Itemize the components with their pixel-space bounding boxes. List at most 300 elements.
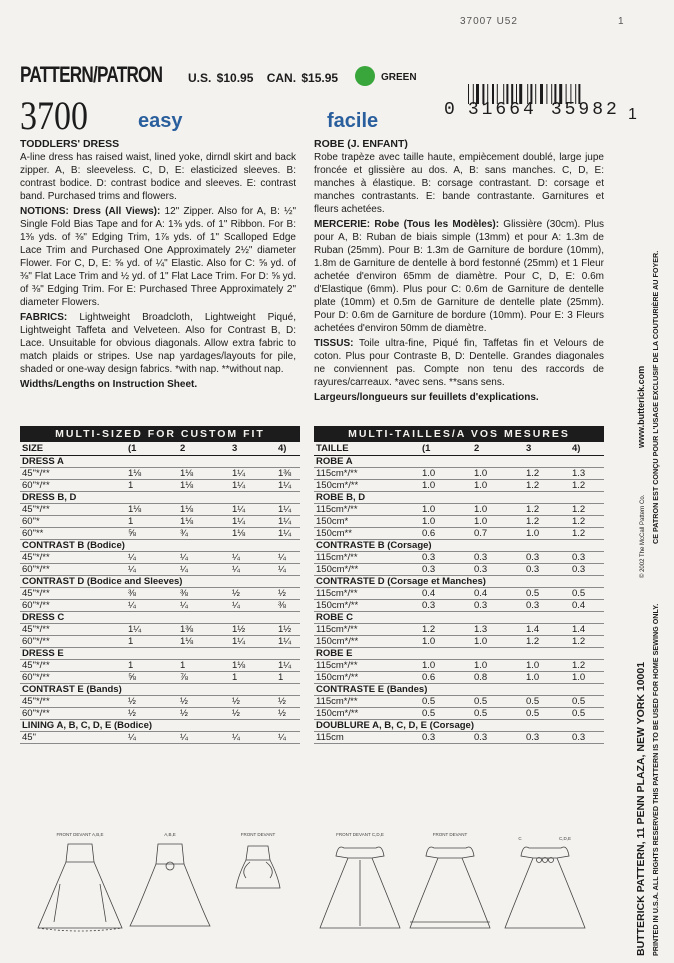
fr-group-label: ROBE C <box>316 612 353 623</box>
fr-table-cell: 1.3 <box>572 468 586 479</box>
en-table-cell: 1⅛ <box>232 660 246 671</box>
fr-table-cell: 0.5 <box>526 588 540 599</box>
table-english-banner: MULTI-SIZED FOR CUSTOM FIT <box>20 426 300 442</box>
en-table-row <box>20 600 300 612</box>
en-table-cell: 1¼ <box>278 504 292 515</box>
fr-table-cell: 1.0 <box>526 672 540 683</box>
fr-group-row <box>314 720 604 732</box>
illus-label-2: A,B,E <box>164 832 176 837</box>
fr-table-cell: 0.6 <box>422 672 436 683</box>
fr-table-cell: 1.2 <box>526 504 540 515</box>
en-table-cell: 1 <box>180 660 186 671</box>
fr-table-cell: 1.2 <box>572 528 586 539</box>
en-table-cell: 45"*/** <box>22 660 50 671</box>
side-line-3: www.butterick.com <box>636 365 646 448</box>
en-table-cell: ¼ <box>128 564 136 575</box>
en-header-cell: 3 <box>232 443 238 454</box>
fr-table-cell: 115cm*/** <box>316 552 358 563</box>
fr-table-cell: 0.4 <box>474 588 488 599</box>
illus-label-1: FRONT DEVANT A,B,E <box>56 832 104 837</box>
english-desc-text: A-line dress has raised waist, lined yoke, dirndl skirt and back zipper. A, B: sleeveless. C, D, E: elasticized sleeves. B: contrast bodice. D: contrast bodice and sleeves. E: contrast band. Purchased trims and flowers. <box>20 152 296 202</box>
fr-table-cell: 0.3 <box>422 564 436 575</box>
en-table-cell: ¼ <box>128 600 136 611</box>
en-table-cell: ⅞ <box>180 672 188 683</box>
en-table-cell: 1¼ <box>232 504 246 515</box>
en-table-cell: ⅜ <box>278 600 286 611</box>
fr-table-cell: 1.2 <box>526 636 540 647</box>
fr-table-cell: 0.5 <box>526 708 540 719</box>
fr-table-cell: 1.2 <box>572 480 586 491</box>
fr-table-row <box>314 552 604 564</box>
illus-label-4: FRONT DEVANT C,D,E <box>336 832 384 837</box>
fr-header-cell: 3 <box>526 443 532 454</box>
english-notions <box>20 205 296 309</box>
en-group-label: DRESS C <box>22 612 65 623</box>
en-table-cell: 1 <box>278 672 284 683</box>
en-header-row <box>20 442 300 456</box>
en-group-row <box>20 456 300 468</box>
en-table-cell: 1⅛ <box>180 468 194 479</box>
table-english <box>20 426 300 744</box>
en-table-row <box>20 528 300 540</box>
en-table-cell: ½ <box>278 696 286 707</box>
fr-table-cell: 1.0 <box>474 468 488 479</box>
en-table-cell: ½ <box>278 708 286 719</box>
fabrics-text: Lightweight Broadcloth, Lightweight Piqué, Lightweight Taffeta and Velveteen. Also for Contrast B, D: Lace. Unsuitable for obvious diagonals. Allow extra fabric to match plaids or stripes. Use nap yardages/layouts for pile, shaded or one-way design fabrics. *with nap. **without nap. <box>20 312 296 375</box>
fr-table-row <box>314 708 604 720</box>
en-table-cell: ⅝ <box>128 672 136 683</box>
side-line-4: PRINTED IN U.S.A. ALL RIGHTS RESERVED THIS PATTERN IS TO BE USED FOR HOME SEWING ONLY. <box>651 603 660 956</box>
en-group-row <box>20 540 300 552</box>
en-table-cell: 1¼ <box>278 480 292 491</box>
fr-table-row <box>314 624 604 636</box>
top-code: 37007 U52 <box>460 16 518 27</box>
en-group-label: CONTRAST B (Bodice) <box>22 540 125 551</box>
fr-table-cell: 0.5 <box>422 696 436 707</box>
barcode-right: 1 <box>628 106 637 123</box>
fr-group-label: ROBE E <box>316 648 353 659</box>
english-title: TODDLERS' DRESS <box>20 138 120 150</box>
fr-table-cell: 0.5 <box>572 588 586 599</box>
top-page-number: 1 <box>618 16 624 27</box>
en-table-cell: 60"*/** <box>22 564 50 575</box>
fr-table-cell: 0.5 <box>422 708 436 719</box>
fr-table-cell: 115cm*/** <box>316 588 358 599</box>
en-table-row <box>20 696 300 708</box>
en-table-cell: 60"*/** <box>22 672 50 683</box>
fr-table-cell: 150cm*/** <box>316 636 359 647</box>
en-table-row <box>20 564 300 576</box>
table-french-banner: MULTI-TAILLES/A VOS MESURES <box>314 426 604 442</box>
fr-group-row <box>314 684 604 696</box>
en-table-row <box>20 552 300 564</box>
fr-table-cell: 0.3 <box>526 552 540 563</box>
en-table-cell: 1 <box>128 480 134 491</box>
en-table-cell: ⅝ <box>128 528 136 539</box>
en-table-cell: 1½ <box>278 624 292 635</box>
fr-table-row <box>314 696 604 708</box>
fr-table-cell: 0.7 <box>474 528 488 539</box>
fr-table-cell: 1.0 <box>526 528 540 539</box>
fr-table-row <box>314 480 604 492</box>
fr-table-cell: 0.3 <box>422 732 436 743</box>
illus-label-3: FRONT DEVANT <box>240 832 276 837</box>
fr-table-cell: 1.0 <box>422 660 436 671</box>
side-line-2: © 2002 The McCall Pattern Co. <box>640 494 646 578</box>
fr-table-cell: 115cm*/** <box>316 660 358 671</box>
en-table-cell: 1¼ <box>278 516 292 527</box>
french-desc-text: Robe trapèze avec taille haute, empiècement doublé, large jupe froncée et glissière au dos. A, B: sans manches. C, D, E: manches à élastique. B: corsage contrastant. D: corsage et manches contrastants. E: bande contrastante. Garnitures et fleurs achetées. <box>314 152 604 215</box>
en-table-cell: ¼ <box>128 732 136 743</box>
fr-group-label: ROBE A <box>316 456 353 467</box>
fr-table-cell: 1.4 <box>526 624 540 635</box>
fr-group-label: CONTRASTE D (Corsage et Manches) <box>316 576 486 587</box>
en-table-row <box>20 504 300 516</box>
en-table-cell: 45"*/** <box>22 696 50 707</box>
tissus-text: Toile ultra-fine, Piqué fin, Taffetas fin et Velours de coton. Plus pour Contraste B, D: Dentelle. Grandes diagonales ne conviennent pas. Compte non tenu des raccords de rayures/carreaux. *avec sens. **sans sens. <box>314 338 604 388</box>
fr-table-cell: 1.0 <box>422 480 436 491</box>
en-table-cell: ¼ <box>128 552 136 563</box>
fr-group-row <box>314 492 604 504</box>
fr-header-cell: 2 <box>474 443 480 454</box>
en-group-label: CONTRAST E (Bands) <box>22 684 122 695</box>
table-french <box>314 426 604 744</box>
en-table-cell: 1⅛ <box>180 480 194 491</box>
price-us: U.S. $10.95 <box>188 71 254 85</box>
en-table-cell: ½ <box>232 696 240 707</box>
dress-illustration-e <box>505 847 585 928</box>
fabrics-label: FABRICS: <box>20 312 68 323</box>
fr-group-row <box>314 576 604 588</box>
en-table-row <box>20 660 300 672</box>
en-group-label: DRESS A <box>22 456 64 467</box>
widths-text: Widths/Lengths on Instruction Sheet. <box>20 379 198 390</box>
en-table-cell: 1¼ <box>232 636 246 647</box>
fr-table-cell: 0.5 <box>572 708 586 719</box>
fr-table-cell: 150cm*/** <box>316 672 359 683</box>
en-table-cell: 60"** <box>22 528 44 539</box>
en-table-cell: 1 <box>128 636 134 647</box>
fr-table-cell: 0.5 <box>474 696 488 707</box>
en-table-cell: 60"*/** <box>22 480 50 491</box>
en-table-cell: 1 <box>128 660 134 671</box>
fr-group-row <box>314 648 604 660</box>
barcode-left: 0 <box>444 100 458 120</box>
en-table-row <box>20 732 300 744</box>
fr-table-cell: 0.3 <box>526 600 540 611</box>
en-table-cell: 1¼ <box>232 480 246 491</box>
en-table-cell: 45"*/** <box>22 552 50 563</box>
en-table-cell: 1⅛ <box>232 528 246 539</box>
tissus-label: TISSUS: <box>314 338 354 349</box>
en-table-cell: 1⅜ <box>180 624 194 635</box>
fr-table-cell: 1.2 <box>422 624 436 635</box>
dress-illustration-d <box>410 847 490 928</box>
en-table-row <box>20 516 300 528</box>
notions-text: 12" Zipper. Also for A, B: ½" Single Fold Bias Tape and for A: 1⅜ yds. of 1" Ribbon. For B: 1⅜ yds. of ⅜" Edging Trim, 1⅞ yds. of 1" Scalloped Edge Lace Trim and Purchased One Approximately 2½" diameter Flower. For C, D, E: ⅝ yd. of ¼" Elastic. Also for C: ⅝ yd. of ⅜" Flat Lace Trim and ½ yd. of 1" Flat Lace Trim. For D: ⅝ yd. of ⅜" Edging Trim. For E: Purchased Three Approximately 2" diameter Flowers. <box>20 206 296 308</box>
en-table-cell: 1⅛ <box>128 468 142 479</box>
en-group-row <box>20 720 300 732</box>
fr-table-cell: 1.2 <box>572 636 586 647</box>
fr-table-cell: 115cm*/** <box>316 624 358 635</box>
en-table-cell: 45"*/** <box>22 588 50 599</box>
illus-label-5: FRONT DEVANT <box>432 832 468 837</box>
en-header-cell: SIZE <box>22 443 44 454</box>
en-table-row <box>20 708 300 720</box>
fr-table-cell: 1.0 <box>572 672 586 683</box>
en-table-cell: 1⅛ <box>180 636 194 647</box>
en-table-cell: ¾ <box>180 528 188 539</box>
facile-label: facile <box>327 110 379 132</box>
en-header-cell: (1 <box>128 443 137 454</box>
fr-table-row <box>314 660 604 672</box>
en-table-cell: ½ <box>180 708 188 719</box>
french-mercerie <box>314 218 604 335</box>
fr-table-cell: 150cm* <box>316 516 349 527</box>
price-can: CAN. $15.95 <box>266 71 339 85</box>
fr-table-cell: 0.3 <box>474 732 488 743</box>
fr-table-cell: 150cm*/** <box>316 564 359 575</box>
fr-table-row <box>314 528 604 540</box>
fr-group-row <box>314 540 604 552</box>
en-table-cell: 45"*/** <box>22 468 50 479</box>
side-line-5: CE PATRON EST CONÇU POUR L'USAGE EXCLUSIF DE LA COUTURIÈRE AU FOYER. <box>651 250 660 544</box>
fr-table-cell: 115cm*/** <box>316 504 358 515</box>
fr-table-cell: 0.8 <box>474 672 488 683</box>
fr-table-row <box>314 516 604 528</box>
fr-group-row <box>314 612 604 624</box>
en-group-row <box>20 492 300 504</box>
fr-header-cell: (1 <box>422 443 431 454</box>
table-french-body <box>314 442 604 744</box>
en-table-cell: 60"* <box>22 516 40 527</box>
fr-table-cell: 0.5 <box>572 696 586 707</box>
en-table-cell: ¼ <box>232 564 240 575</box>
fr-table-cell: 1.2 <box>572 516 586 527</box>
fr-table-cell: 150cm*/** <box>316 480 359 491</box>
en-table-cell: 45"*/** <box>22 624 50 635</box>
fr-table-cell: 115cm <box>316 732 344 743</box>
en-table-cell: ¼ <box>180 600 188 611</box>
en-table-row <box>20 588 300 600</box>
fr-table-row <box>314 504 604 516</box>
en-table-cell: ¼ <box>232 732 240 743</box>
fr-table-cell: 150cm*/** <box>316 600 359 611</box>
side-legal-text <box>628 118 672 958</box>
en-table-cell: 1¼ <box>128 624 142 635</box>
en-group-label: DRESS E <box>22 648 64 659</box>
fr-table-cell: 0.3 <box>474 564 488 575</box>
en-table-row <box>20 468 300 480</box>
en-table-row <box>20 480 300 492</box>
english-widths <box>20 378 296 391</box>
en-group-label: DRESS B, D <box>22 492 77 503</box>
fr-table-cell: 0.3 <box>474 552 488 563</box>
en-table-cell: ½ <box>232 708 240 719</box>
notions-label: NOTIONS: Dress (All Views): <box>20 206 161 217</box>
french-description <box>314 138 604 406</box>
fr-table-cell: 1.2 <box>572 660 586 671</box>
fr-header-cell: TAILLE <box>316 443 349 454</box>
en-group-row <box>20 684 300 696</box>
fr-table-row <box>314 672 604 684</box>
fr-group-label: DOUBLURE A, B, C, D, E (Corsage) <box>316 720 474 731</box>
en-table-cell: 1¼ <box>278 636 292 647</box>
fr-table-cell: 0.3 <box>422 552 436 563</box>
french-title: ROBE (J. ENFANT) <box>314 138 408 150</box>
en-header-cell: 2 <box>180 443 186 454</box>
fr-table-cell: 150cm*/** <box>316 708 359 719</box>
french-largeurs <box>314 391 604 404</box>
fr-table-cell: 1.0 <box>526 660 540 671</box>
en-table-row <box>20 636 300 648</box>
fr-table-cell: 0.4 <box>572 600 586 611</box>
fr-table-cell: 1.0 <box>422 504 436 515</box>
french-tissus <box>314 337 604 389</box>
mercerie-text: Glissière (30cm). Plus pour A, B: Ruban de biais simple (13mm) et pour A: 1.3m de Ruban (25mm). Pour B: 1.3m de Garniture de bordure (10mm), 1.8m de Garniture de dentelle à bord festonné (25mm) et 1 Fleur achetée d'environ 65mm de diamètre. Pour C, D, E: 0.6m d'Elastique (6mm). Plus pour C: 0.6m de Garniture de dentelle plate (10mm) et 0.5m de Garniture de dentelle plate (25mm). Pour D: 0.6m de Garniture de bordure (10mm). Pour E: 3 Fleurs achetées d'environ 50mm de diamètre. <box>314 219 605 334</box>
fr-table-cell: 1.2 <box>526 516 540 527</box>
prices <box>188 71 346 85</box>
fr-group-label: CONTRASTE E (Bandes) <box>316 684 428 695</box>
fr-table-cell: 0.3 <box>474 600 488 611</box>
color-dot-icon <box>355 66 375 86</box>
fr-table-cell: 115cm*/** <box>316 468 358 479</box>
dress-illustration-b <box>130 844 210 926</box>
fr-group-row <box>314 456 604 468</box>
illus-label-7: C,D,E <box>558 836 572 841</box>
en-table-cell: ½ <box>232 588 240 599</box>
fr-header-cell: 4) <box>572 443 581 454</box>
fr-table-cell: 1.0 <box>422 468 436 479</box>
english-fabrics <box>20 311 296 376</box>
en-table-cell: 1 <box>232 672 238 683</box>
mercerie-label: MERCERIE: Robe (Tous les Modèles): <box>314 219 500 230</box>
fr-table-row <box>314 468 604 480</box>
fr-table-cell: 1.2 <box>526 480 540 491</box>
fr-table-cell: 0.5 <box>474 708 488 719</box>
en-group-row <box>20 648 300 660</box>
fr-table-cell: 1.0 <box>474 516 488 527</box>
easy-label: easy <box>138 110 183 132</box>
fr-table-row <box>314 588 604 600</box>
en-table-cell: ¼ <box>180 564 188 575</box>
en-table-cell: ¼ <box>278 732 286 743</box>
fr-table-cell: 0.4 <box>422 588 436 599</box>
en-table-cell: 1¼ <box>278 660 292 671</box>
side-line-1: BUTTERICK PATTERN, 11 PENN PLAZA, NEW YORK 10001 <box>635 661 647 956</box>
en-table-cell: 45" <box>22 732 36 743</box>
fr-table-cell: 1.0 <box>474 660 488 671</box>
en-group-row <box>20 576 300 588</box>
fr-table-cell: 0.3 <box>526 564 540 575</box>
en-table-cell: 1 <box>128 516 134 527</box>
dress-illustration-a <box>38 844 122 931</box>
en-table-cell: ¼ <box>180 732 188 743</box>
en-table-cell: ½ <box>180 696 188 707</box>
fr-group-label: ROBE B, D <box>316 492 366 503</box>
fr-group-label: CONTRASTE B (Corsage) <box>316 540 432 551</box>
en-table-cell: 1⅛ <box>180 504 194 515</box>
fr-header-row <box>314 442 604 456</box>
fr-table-cell: 1.3 <box>474 624 488 635</box>
en-table-cell: ⅜ <box>180 588 188 599</box>
dress-illustrations <box>20 826 620 941</box>
en-table-cell: ½ <box>128 696 136 707</box>
en-table-cell: ⅜ <box>128 588 136 599</box>
dress-illustration-back <box>236 846 280 888</box>
en-table-cell: 1½ <box>232 624 246 635</box>
color-name: GREEN <box>381 72 417 83</box>
en-table-cell: 60"*/** <box>22 600 50 611</box>
en-table-cell: ¼ <box>232 552 240 563</box>
fr-table-cell: 0.6 <box>422 528 436 539</box>
fr-table-cell: 1.0 <box>474 636 488 647</box>
brand-title: PATTERN/PATRON <box>20 62 163 87</box>
barcode-group-2: 35982 <box>550 100 620 120</box>
fr-table-cell: 1.0 <box>474 504 488 515</box>
fr-table-cell: 1.2 <box>572 504 586 515</box>
fr-table-cell: 0.3 <box>422 600 436 611</box>
en-table-cell: 60"*/** <box>22 636 50 647</box>
en-table-row <box>20 624 300 636</box>
fr-table-cell: 0.3 <box>572 564 586 575</box>
fr-table-row <box>314 636 604 648</box>
fr-table-cell: 0.5 <box>526 696 540 707</box>
en-table-cell: ¼ <box>278 552 286 563</box>
en-table-cell: ½ <box>278 588 286 599</box>
english-description <box>20 138 296 393</box>
en-table-cell: ¼ <box>278 564 286 575</box>
fr-table-cell: 115cm*/** <box>316 696 358 707</box>
dress-illustration-c <box>320 847 400 928</box>
largeurs-text: Largeurs/longueurs sur feuillets d'explications. <box>314 392 539 403</box>
fr-table-cell: 0.3 <box>572 552 586 563</box>
en-table-cell: ¼ <box>180 552 188 563</box>
fr-table-cell: 1.4 <box>572 624 586 635</box>
en-group-row <box>20 612 300 624</box>
fr-table-row <box>314 732 604 744</box>
en-table-cell: 1⅜ <box>278 468 292 479</box>
pattern-number: 3700 <box>20 93 88 138</box>
fr-table-row <box>314 564 604 576</box>
table-english-body <box>20 442 300 744</box>
fr-table-cell: 0.3 <box>572 732 586 743</box>
en-header-cell: 4) <box>278 443 287 454</box>
barcode-digits <box>444 100 620 120</box>
barcode-group-1: 31664 <box>467 100 537 120</box>
fr-table-cell: 0.3 <box>526 732 540 743</box>
en-table-cell: 1¼ <box>232 468 246 479</box>
illus-label-6: C <box>518 836 522 841</box>
fr-table-cell: 1.0 <box>474 480 488 491</box>
en-table-row <box>20 672 300 684</box>
en-table-cell: 1⅛ <box>180 516 194 527</box>
fr-table-cell: 1.0 <box>422 636 436 647</box>
en-table-cell: 60"*/** <box>22 708 50 719</box>
fr-table-cell: 1.0 <box>422 516 436 527</box>
fr-table-row <box>314 600 604 612</box>
fr-table-cell: 150cm** <box>316 528 352 539</box>
fr-table-cell: 1.2 <box>526 468 540 479</box>
en-table-cell: ¼ <box>232 600 240 611</box>
en-group-label: LINING A, B, C, D, E (Bodice) <box>22 720 153 731</box>
en-table-cell: 1⅛ <box>128 504 142 515</box>
en-table-cell: ½ <box>128 708 136 719</box>
en-table-cell: 1¼ <box>278 528 292 539</box>
en-table-cell: 1¼ <box>232 516 246 527</box>
en-table-cell: 45"*/** <box>22 504 50 515</box>
en-group-label: CONTRAST D (Bodice and Sleeves) <box>22 576 183 587</box>
